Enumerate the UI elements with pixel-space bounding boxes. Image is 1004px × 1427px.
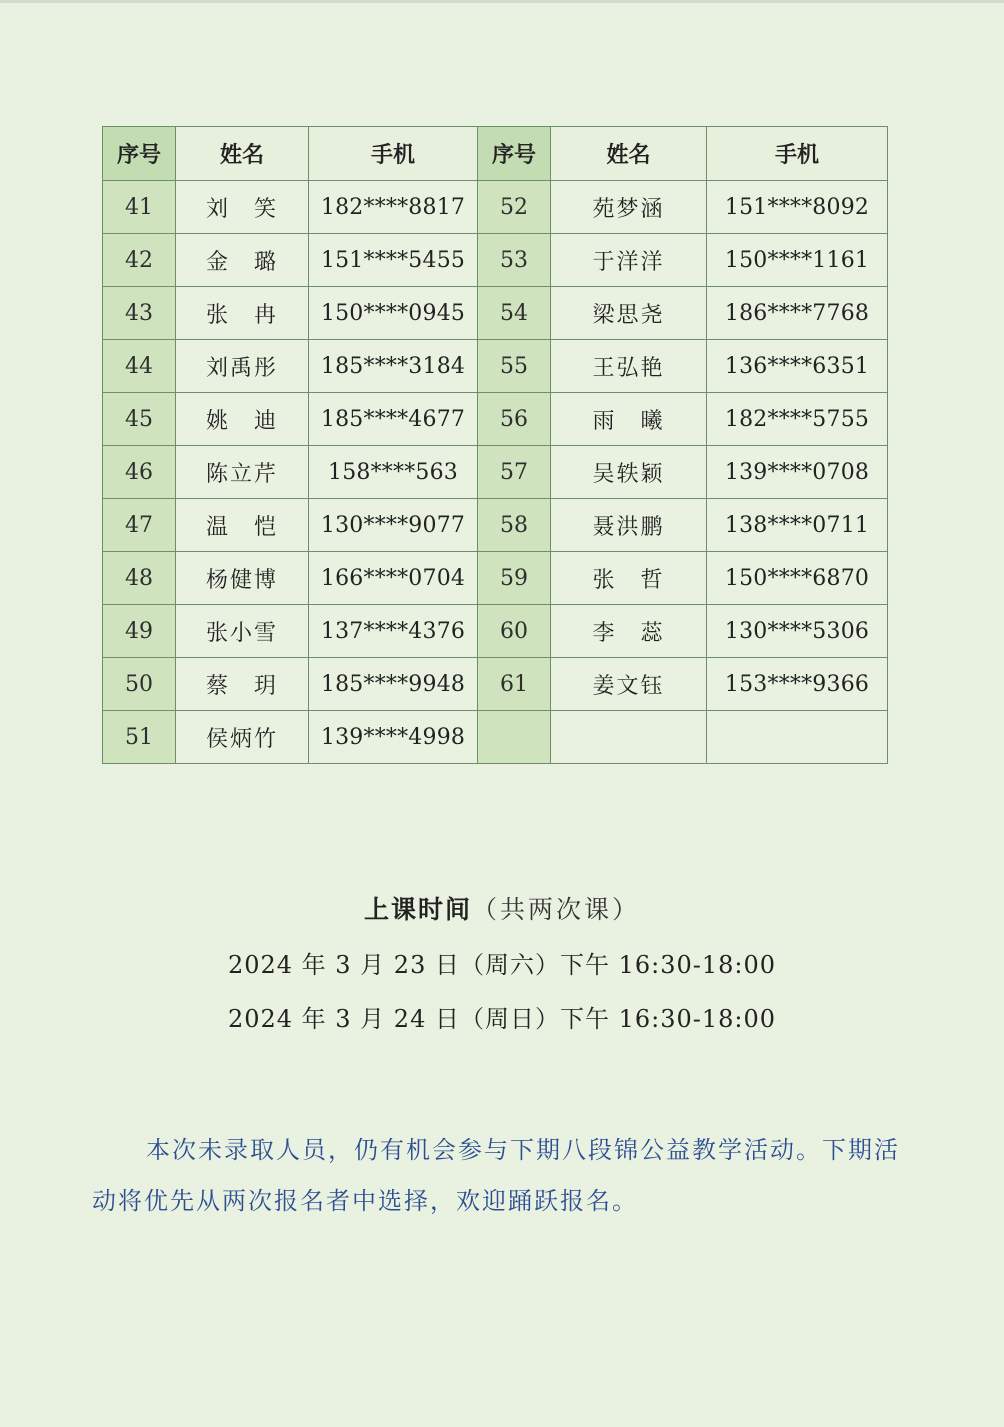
right-name-cell: 李 蕊 — [551, 605, 707, 658]
class-time-heading — [0, 890, 1004, 926]
table-row — [103, 234, 888, 287]
right-seq-cell — [478, 711, 551, 764]
left-name-cell: 姚 迪 — [176, 393, 309, 446]
right-phone-cell: 138****0711 — [707, 499, 888, 552]
table-row — [103, 446, 888, 499]
right-name-cell: 张 哲 — [551, 552, 707, 605]
left-phone-cell: 182****8817 — [309, 181, 478, 234]
left-name-cell: 杨健博 — [176, 552, 309, 605]
header-name-right: 姓名 — [551, 127, 707, 181]
right-phone-cell: 130****5306 — [707, 605, 888, 658]
left-name-cell: 温 恺 — [176, 499, 309, 552]
right-phone-cell — [707, 711, 888, 764]
left-seq-cell: 49 — [103, 605, 176, 658]
left-seq-cell: 48 — [103, 552, 176, 605]
right-name-cell — [551, 711, 707, 764]
left-phone-cell: 130****9077 — [309, 499, 478, 552]
right-seq-cell: 57 — [478, 446, 551, 499]
right-phone-cell: 182****5755 — [707, 393, 888, 446]
left-seq-cell: 46 — [103, 446, 176, 499]
right-phone-cell: 139****0708 — [707, 446, 888, 499]
right-seq-cell: 53 — [478, 234, 551, 287]
right-seq-cell: 52 — [478, 181, 551, 234]
right-phone-cell: 151****8092 — [707, 181, 888, 234]
left-seq-cell: 50 — [103, 658, 176, 711]
left-phone-cell: 185****3184 — [309, 340, 478, 393]
right-name-cell: 于洋洋 — [551, 234, 707, 287]
right-phone-cell: 150****6870 — [707, 552, 888, 605]
header-seq-left: 序号 — [103, 127, 176, 181]
left-name-cell: 张小雪 — [176, 605, 309, 658]
left-phone-cell: 158****563 — [309, 446, 478, 499]
left-name-cell: 刘禹彤 — [176, 340, 309, 393]
left-phone-cell: 185****9948 — [309, 658, 478, 711]
table-header-row — [103, 127, 888, 181]
right-name-cell: 姜文钰 — [551, 658, 707, 711]
left-seq-cell: 44 — [103, 340, 176, 393]
left-seq-cell: 41 — [103, 181, 176, 234]
left-phone-cell: 139****4998 — [309, 711, 478, 764]
right-name-cell: 梁思尧 — [551, 287, 707, 340]
right-seq-cell: 56 — [478, 393, 551, 446]
left-seq-cell: 42 — [103, 234, 176, 287]
header-name-left: 姓名 — [176, 127, 309, 181]
right-phone-cell: 150****1161 — [707, 234, 888, 287]
class-time-note: （共两次课） — [472, 895, 641, 924]
right-phone-cell: 186****7768 — [707, 287, 888, 340]
left-name-cell: 侯炳竹 — [176, 711, 309, 764]
table-row — [103, 605, 888, 658]
right-phone-cell: 136****6351 — [707, 340, 888, 393]
left-seq-cell: 47 — [103, 499, 176, 552]
right-name-cell: 吴轶颖 — [551, 446, 707, 499]
right-name-cell: 王弘艳 — [551, 340, 707, 393]
left-name-cell: 刘 笑 — [176, 181, 309, 234]
right-phone-cell: 153****9366 — [707, 658, 888, 711]
left-name-cell: 金 璐 — [176, 234, 309, 287]
table-row — [103, 552, 888, 605]
left-seq-cell: 51 — [103, 711, 176, 764]
left-seq-cell: 45 — [103, 393, 176, 446]
enrollment-table — [102, 126, 888, 764]
right-seq-cell: 58 — [478, 499, 551, 552]
right-name-cell: 苑梦涵 — [551, 181, 707, 234]
table-row — [103, 393, 888, 446]
left-phone-cell: 150****0945 — [309, 287, 478, 340]
table-row — [103, 711, 888, 764]
top-edge-rule — [0, 0, 1004, 3]
left-name-cell: 陈立芹 — [176, 446, 309, 499]
table-row — [103, 499, 888, 552]
left-seq-cell: 43 — [103, 287, 176, 340]
right-name-cell: 聂洪鹏 — [551, 499, 707, 552]
right-seq-cell: 59 — [478, 552, 551, 605]
header-phone-right: 手机 — [707, 127, 888, 181]
right-seq-cell: 55 — [478, 340, 551, 393]
notice-paragraph: 本次未录取人员，仍有机会参与下期八段锦公益教学活动。下期活动将优先从两次报名者中选择，欢迎踊跃报名。 — [92, 1136, 900, 1215]
class-session-1: 2024 年 3 月 23 日（周六）下午 16:30-18:00 — [227, 951, 777, 979]
table-row — [103, 340, 888, 393]
header-phone-left: 手机 — [309, 127, 478, 181]
table-row — [103, 287, 888, 340]
header-seq-right: 序号 — [478, 127, 551, 181]
right-seq-cell: 54 — [478, 287, 551, 340]
left-name-cell: 张 冉 — [176, 287, 309, 340]
right-seq-cell: 60 — [478, 605, 551, 658]
left-phone-cell: 151****5455 — [309, 234, 478, 287]
right-name-cell: 雨 曦 — [551, 393, 707, 446]
left-phone-cell: 166****0704 — [309, 552, 478, 605]
table-row — [103, 181, 888, 234]
left-phone-cell: 185****4677 — [309, 393, 478, 446]
left-name-cell: 蔡 玥 — [176, 658, 309, 711]
class-time-title: 上课时间 — [363, 895, 472, 924]
right-seq-cell: 61 — [478, 658, 551, 711]
class-session-2: 2024 年 3 月 24 日（周日）下午 16:30-18:00 — [227, 1005, 777, 1033]
left-phone-cell: 137****4376 — [309, 605, 478, 658]
table-row — [103, 658, 888, 711]
